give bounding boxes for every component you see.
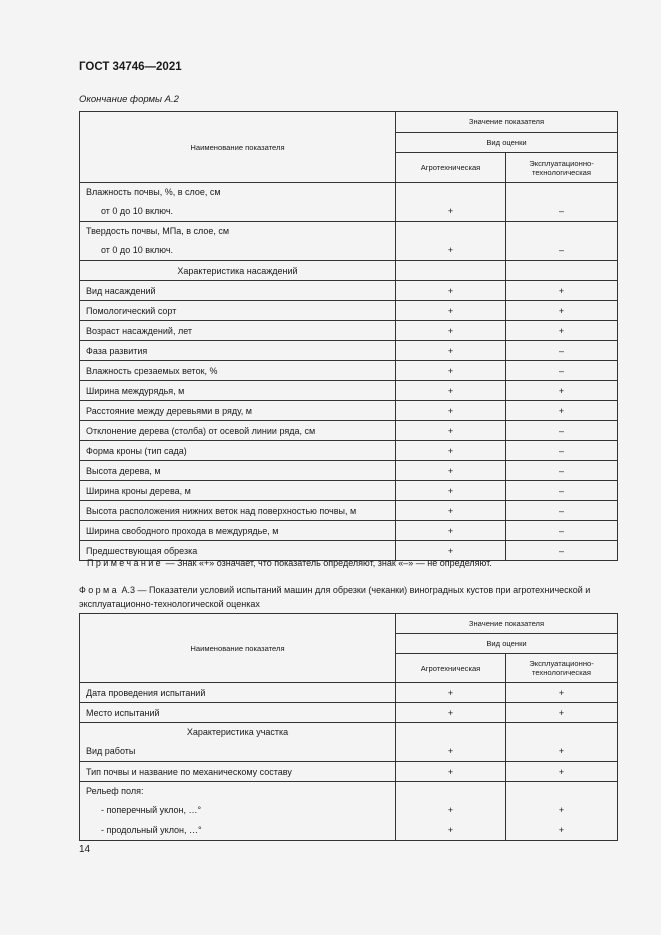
form-a3-title-label: Форма	[79, 585, 120, 595]
agro-value: +	[447, 825, 454, 835]
table-row	[80, 421, 618, 441]
expl-cell	[506, 222, 618, 261]
row-label: Расстояние между деревьями в ряду, м	[80, 401, 396, 421]
table-row	[80, 401, 618, 421]
agro-value: +	[396, 281, 506, 301]
expl-value: +	[506, 401, 618, 421]
table-row	[80, 341, 618, 361]
agro-cell	[396, 261, 506, 281]
expl-value: –	[506, 341, 618, 361]
header-name-column: Наименование показателя	[80, 112, 396, 183]
row-label: Вид работы	[86, 746, 136, 756]
agro-value: +	[396, 521, 506, 541]
table-header-row	[80, 614, 618, 634]
form-a2-table	[79, 111, 618, 561]
expl-value: +	[506, 381, 618, 401]
agro-value: +	[396, 361, 506, 381]
header-expl-column: Эксплуатационно-технологическая	[506, 153, 618, 183]
row-label: Место испытаний	[80, 703, 396, 723]
row-label-cell	[80, 723, 396, 762]
expl-cell	[506, 183, 618, 222]
table-row	[80, 321, 618, 341]
row-label-cell	[80, 222, 396, 261]
expl-value: +	[558, 825, 565, 835]
table-header-row	[80, 112, 618, 133]
expl-cell	[506, 723, 618, 762]
expl-value: –	[506, 461, 618, 481]
agro-value: +	[447, 206, 454, 216]
expl-value: –	[506, 441, 618, 461]
header-value-group: Значение показателя	[396, 112, 618, 133]
agro-value: +	[396, 501, 506, 521]
expl-value: –	[506, 521, 618, 541]
row-label: Высота расположения нижних веток над поверхностью почвы, м	[80, 501, 396, 521]
agro-value: +	[396, 481, 506, 501]
row-label: Ширина междурядья, м	[80, 381, 396, 401]
expl-value: –	[506, 501, 618, 521]
header-evaluation-type: Вид оценки	[396, 132, 618, 153]
agro-value: +	[447, 805, 454, 815]
header-value-group: Значение показателя	[396, 614, 618, 634]
agro-value: +	[396, 421, 506, 441]
page-number: 14	[79, 844, 91, 855]
table-row	[80, 183, 618, 222]
row-label: - продольный уклон, …°	[101, 825, 202, 835]
expl-value: +	[506, 301, 618, 321]
expl-value: –	[506, 481, 618, 501]
agro-value: +	[396, 683, 506, 703]
row-label: Вид насаждений	[80, 281, 396, 301]
agro-value: +	[396, 341, 506, 361]
header-agro-column: Агротехническая	[396, 153, 506, 183]
group-label: Влажность почвы, %, в слое, см	[86, 187, 221, 197]
expl-cell	[506, 261, 618, 281]
header-expl-column: Эксплуатационно-технологическая	[506, 654, 618, 683]
row-label-cell	[80, 183, 396, 222]
expl-cell	[506, 782, 618, 841]
row-label: Высота дерева, м	[80, 461, 396, 481]
row-label: от 0 до 10 включ.	[101, 206, 174, 216]
table-row	[80, 381, 618, 401]
agro-value: +	[396, 461, 506, 481]
agro-value: +	[396, 321, 506, 341]
agro-cell	[396, 183, 506, 222]
expl-value: +	[506, 683, 618, 703]
table-row	[80, 281, 618, 301]
table-row	[80, 441, 618, 461]
agro-value: +	[396, 381, 506, 401]
expl-value: –	[559, 245, 565, 255]
table-row	[80, 762, 618, 782]
table-row	[80, 301, 618, 321]
section-title: Характеристика насаждений	[80, 261, 396, 281]
agro-cell	[396, 222, 506, 261]
expl-value: +	[506, 703, 618, 723]
header-evaluation-type: Вид оценки	[396, 634, 618, 654]
row-label: Влажность срезаемых веток, %	[80, 361, 396, 381]
table-row	[80, 521, 618, 541]
row-label: Предшествующая обрезка	[80, 541, 396, 561]
expl-value: –	[506, 361, 618, 381]
table-row	[80, 222, 618, 261]
form-a2-caption: Окончание формы А.2	[79, 94, 179, 105]
expl-value: +	[558, 746, 565, 756]
agro-value: +	[396, 703, 506, 723]
agro-value: +	[396, 301, 506, 321]
document-header: ГОСТ 34746—2021	[79, 61, 182, 73]
agro-value: +	[447, 746, 454, 756]
expl-value: +	[558, 805, 565, 815]
table-row	[80, 703, 618, 723]
note-label: Примечание	[87, 558, 164, 568]
expl-value: –	[506, 421, 618, 441]
row-label: Тип почвы и название по механическому составу	[80, 762, 396, 782]
table-row	[80, 782, 618, 841]
note-text: — Знак «+» означает, что показатель определяют, знак «–» — не определяют.	[163, 558, 492, 568]
table-note	[87, 558, 492, 568]
header-name-column: Наименование показателя	[80, 614, 396, 683]
row-label: Фаза развития	[80, 341, 396, 361]
form-a3-title	[79, 583, 619, 611]
section-row	[80, 261, 618, 281]
group-label: Твердость почвы, МПа, в слое, см	[86, 226, 230, 236]
row-label: от 0 до 10 включ.	[101, 245, 174, 255]
form-a3-table	[79, 613, 618, 841]
form-a3-title-text: А.3 — Показатели условий испытаний машин для обрезки (чеканки) виноградных кустов при агротехнической и эксплуатационно-технологической оценках	[79, 585, 591, 609]
row-label: Ширина свободного прохода в междурядье, м	[80, 521, 396, 541]
row-label: Ширина кроны дерева, м	[80, 481, 396, 501]
expl-value: +	[506, 762, 618, 782]
expl-value: –	[506, 541, 618, 561]
row-label: Дата проведения испытаний	[80, 683, 396, 703]
row-label: Возраст насаждений, лет	[80, 321, 396, 341]
agro-value: +	[396, 401, 506, 421]
table-row	[80, 481, 618, 501]
row-label-cell	[80, 782, 396, 841]
agro-cell	[396, 782, 506, 841]
table-row	[80, 501, 618, 521]
expl-value: +	[506, 321, 618, 341]
agro-value: +	[396, 441, 506, 461]
section-title: Характеристика участка	[186, 727, 289, 737]
row-label: - поперечный уклон, …°	[101, 805, 202, 815]
table-row	[80, 683, 618, 703]
agro-value: +	[396, 762, 506, 782]
row-label: Отклонение дерева (столба) от осевой линии ряда, см	[80, 421, 396, 441]
header-agro-column: Агротехническая	[396, 654, 506, 683]
table-row	[80, 461, 618, 481]
row-label: Форма кроны (тип сада)	[80, 441, 396, 461]
table-row	[80, 723, 618, 762]
agro-value: +	[396, 541, 506, 561]
agro-cell	[396, 723, 506, 762]
table-row	[80, 361, 618, 381]
expl-value: +	[506, 281, 618, 301]
agro-value: +	[447, 245, 454, 255]
row-label: Помологический сорт	[80, 301, 396, 321]
expl-value: –	[559, 206, 565, 216]
group-label: Рельеф поля:	[86, 786, 144, 796]
